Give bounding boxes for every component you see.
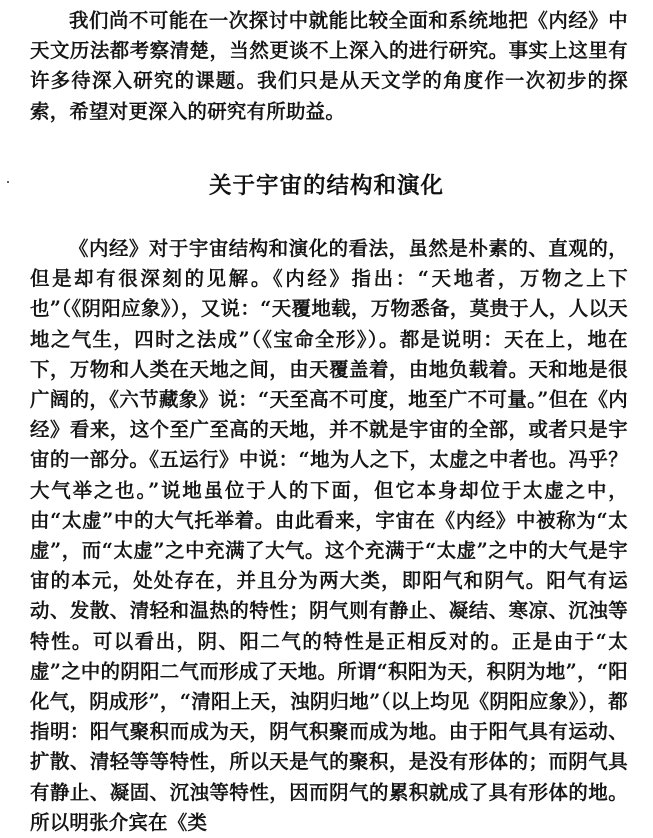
section-title: 关于宇宙的结构和演化: [208, 173, 444, 199]
intro-paragraph: 我们尚不可能在一次探讨中就能比较全面和系统地把《内经》中天文历法都考察清楚，当然更谈不上深入的进行研究。事实上这里有许多待深入研究的课题。我们只是从天文学的角度作一次初步的探索，希望对更深入的研究有所助益。: [30, 9, 628, 123]
body-paragraph: 《内经》对于宇宙结构和演化的看法，虽然是朴素的、直观的，但是却有很深刻的见解。《内经》指出：“天地者，万物之上下也”（《阴阳应象》），又说：“天覆地载，万物悉备，莫贵于人，人以天地之气生，四时之法成”（《宝命全形》）。都是说明：天在上，地在下，万物和人类在天地之间，由天覆盖着，由地负载着。天和地是很广阔的，《六节藏象》说：“天至高不可度，地至广不可量。”但在《内经》看来，这个至广至高的天地，并不就是宇宙的全部，或者只是宇宙的一部分。《五运行》中说：“地为人之下，太虚之中者也。冯乎？大气举之也。”说地虽位于人的下面，但它本身却位于太虚之中，由“太虚”中的大气托举着。由此看来，宇宙在《内经》中被称为“太虚”，而“太虚”之中充满了大气。这个充满于“太虚”之中的大气是宇宙的本元，处处存在，并且分为两大类，即阳气和阴气。阳气有运动、发散、清轻和温热的特性；阴气则有静止、凝结、寒凉、沉浊等特性。可以看出，阴、阳二气的特性是正相反对的。正是由于“太虚”之中的阴阳二气而形成了天地。所谓“积阳为天，积阴为地”，“阳化气，阴成形”，“清阳上天，浊阴归地”（以上均见《阴阳应象》），都指明：阳气聚积而成为天，阴气积聚而成为地。由于阳气具有运动、扩散、清轻等等特性，所以天是气的聚积，是没有形体的；而阴气具有静止、凝固、沉浊等特性，因而阴气的累积就成了具有形体的地。所以明张介宾在《类: [30, 237, 628, 834]
